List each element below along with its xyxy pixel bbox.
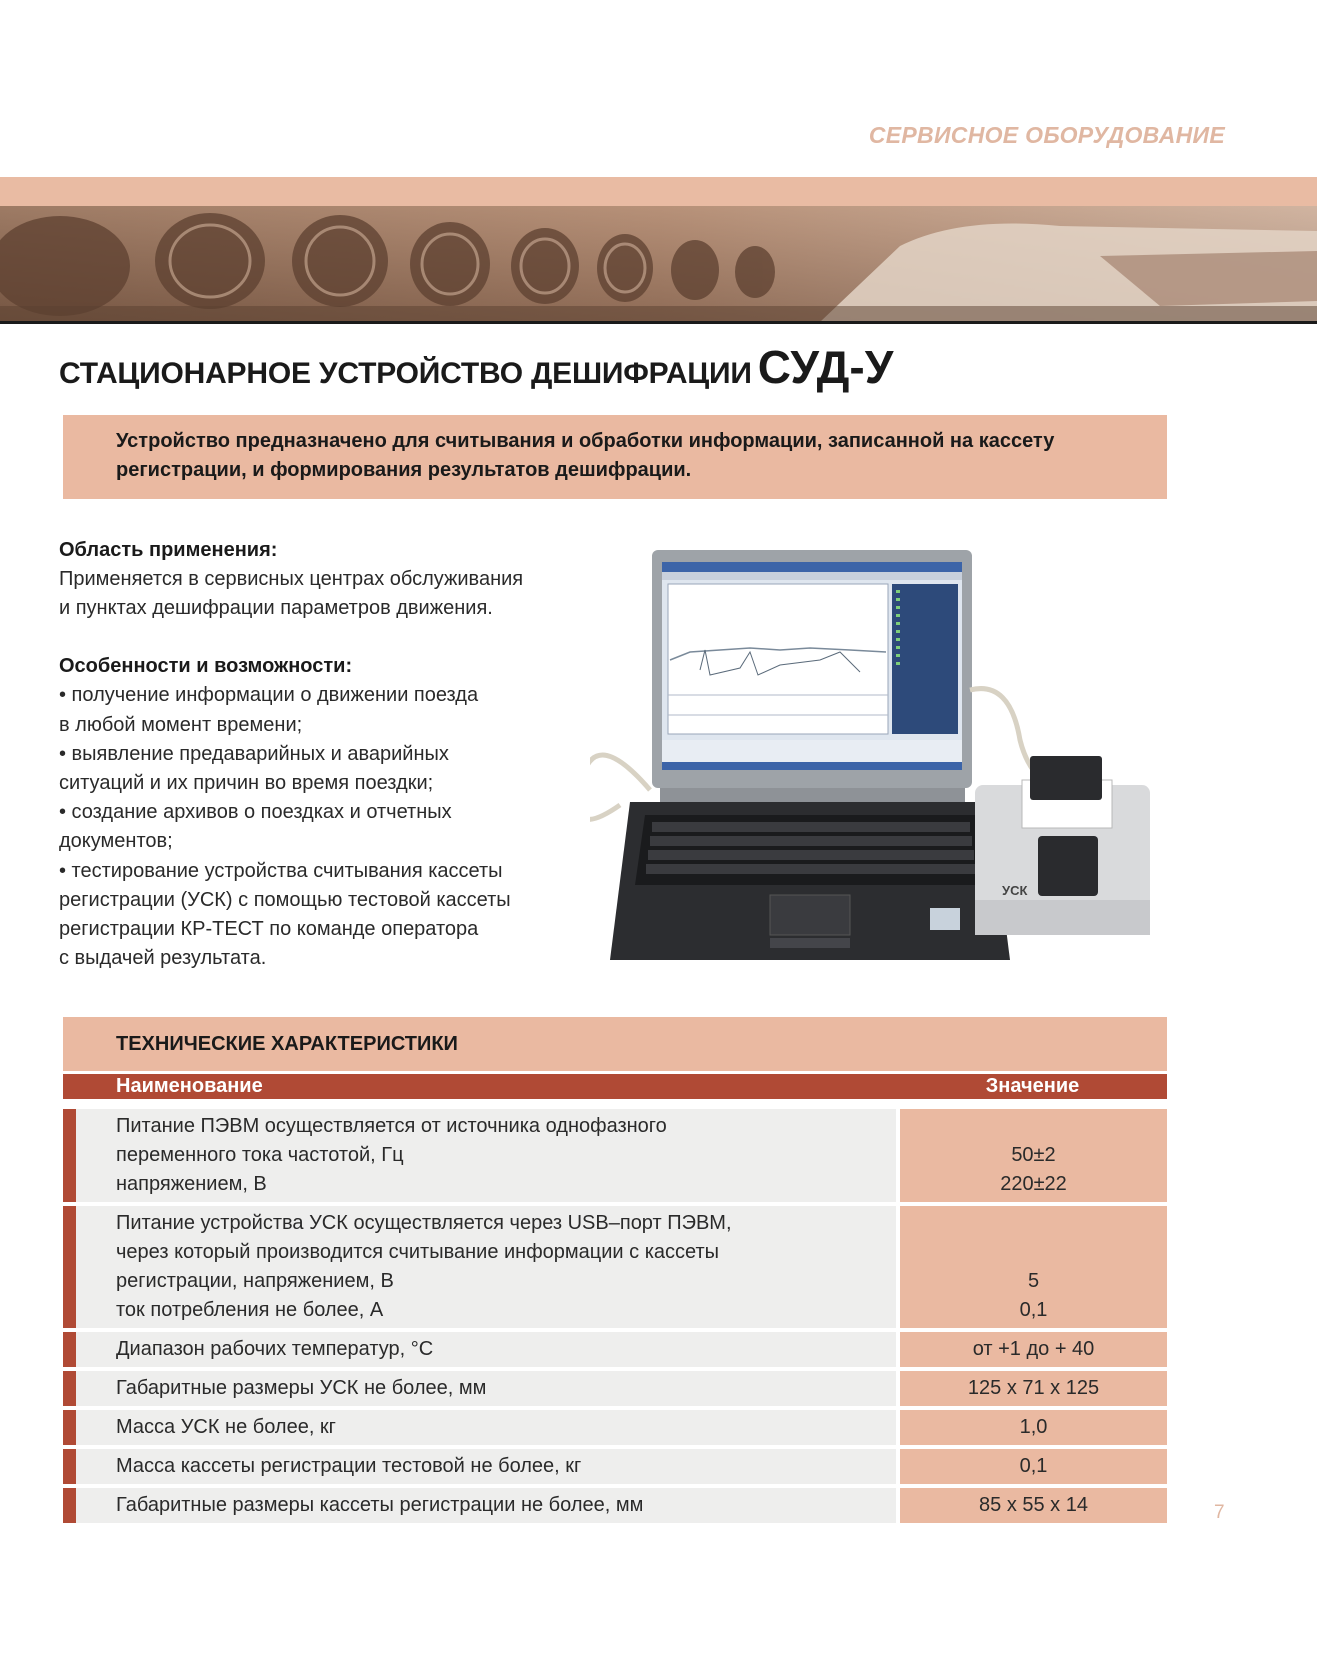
- feature-line: документов;: [59, 830, 173, 853]
- application-heading: Область применения:: [59, 539, 278, 561]
- intro-line-1: Устройство предназначено для считывания и обработки информации, записанной на кассету: [116, 430, 1055, 452]
- features-heading: Особенности и возможности:: [59, 655, 353, 678]
- specs-title: ТЕХНИЧЕСКИЕ ХАРАКТЕРИСТИКИ: [116, 1032, 458, 1055]
- application-line: и пунктах дешифрации параметров движения.: [59, 597, 493, 620]
- table-row: [63, 1410, 1167, 1445]
- row-name: Питание ПЭВМ осуществляется от источника однофазного переменного тока частотой, Гц напряжением, В: [76, 1109, 896, 1202]
- row-value: 125 x 71 x 125: [900, 1371, 1167, 1406]
- feature-line: • создание архивов о поездках и отчетных: [59, 801, 452, 824]
- title-main: СТАЦИОНАРНОЕ УСТРОЙСТВО ДЕШИФРАЦИИ: [59, 357, 752, 390]
- device-label: УСК: [1002, 883, 1028, 898]
- table-row: [63, 1488, 1167, 1523]
- table-row: [63, 1449, 1167, 1484]
- row-name: Масса УСК не более, кг: [76, 1410, 896, 1445]
- product-photo: [590, 540, 1220, 990]
- specs-table: [63, 1017, 1167, 1527]
- feature-item: [59, 740, 639, 798]
- description-column: [59, 536, 639, 973]
- banner-stripe: [0, 177, 1317, 206]
- feature-item: [59, 857, 639, 974]
- row-value: 5 0,1: [900, 1206, 1167, 1328]
- page-title: [59, 340, 893, 394]
- feature-line: в любой момент времени;: [59, 713, 303, 736]
- row-value: 1,0: [900, 1410, 1167, 1445]
- table-row: [63, 1371, 1167, 1406]
- banner-illustration: [0, 206, 1317, 322]
- row-name: Габаритные размеры УСК не более, мм: [76, 1371, 896, 1406]
- row-name: Габаритные размеры кассеты регистрации не более, мм: [76, 1488, 896, 1523]
- feature-item: [59, 681, 639, 739]
- feature-line: регистрации КР-ТЕСТ по команде оператора: [59, 918, 479, 941]
- specs-column-header: [63, 1074, 1167, 1099]
- row-name: Масса кассеты регистрации тестовой не более, кг: [76, 1449, 896, 1484]
- intro-box: [63, 415, 1167, 499]
- section-label: СЕРВИСНОЕ ОБОРУДОВАНИЕ: [868, 122, 1225, 148]
- feature-line: регистрации (УСК) с помощью тестовой кассеты: [59, 888, 511, 911]
- feature-item: [59, 798, 639, 856]
- column-name-header: Наименование: [116, 1075, 263, 1097]
- table-row: [63, 1206, 1167, 1328]
- page-number: 7: [1214, 1502, 1225, 1523]
- row-value: 50±2 220±22: [900, 1109, 1167, 1202]
- column-value-header: Значение: [985, 1075, 1080, 1097]
- row-name: Диапазон рабочих температур, °С: [76, 1332, 896, 1367]
- row-value: 0,1: [900, 1449, 1167, 1484]
- application-line: Применяется в сервисных центрах обслуживания: [59, 568, 524, 590]
- banner-rule: [0, 321, 1317, 324]
- row-name: Питание устройства УСК осуществляется через USB–порт ПЭВМ, через который производится считывание информации с кассеты регистрации, напряжением, В ток потребления не более, А: [76, 1206, 896, 1328]
- laptop-and-reader-illustration: [590, 540, 1220, 990]
- specs-header: [63, 1017, 1167, 1071]
- intro-line-2: регистрации, и формирования результатов дешифрации.: [116, 459, 692, 481]
- table-row: [63, 1332, 1167, 1367]
- feature-line: • получение информации о движении поезда: [59, 684, 479, 707]
- feature-line: с выдачей результата.: [59, 947, 267, 970]
- feature-line: ситуаций и их причин во время поездки;: [59, 772, 434, 795]
- row-value: 85 x 55 x 14: [900, 1488, 1167, 1523]
- feature-line: • выявление предаварийных и аварийных: [59, 742, 449, 765]
- banner-photo: [0, 206, 1317, 322]
- row-value: от +1 до + 40: [900, 1332, 1167, 1367]
- table-row: [63, 1109, 1167, 1202]
- feature-line: • тестирование устройства считывания кассеты: [59, 859, 503, 882]
- title-model: СУД-У: [757, 341, 894, 393]
